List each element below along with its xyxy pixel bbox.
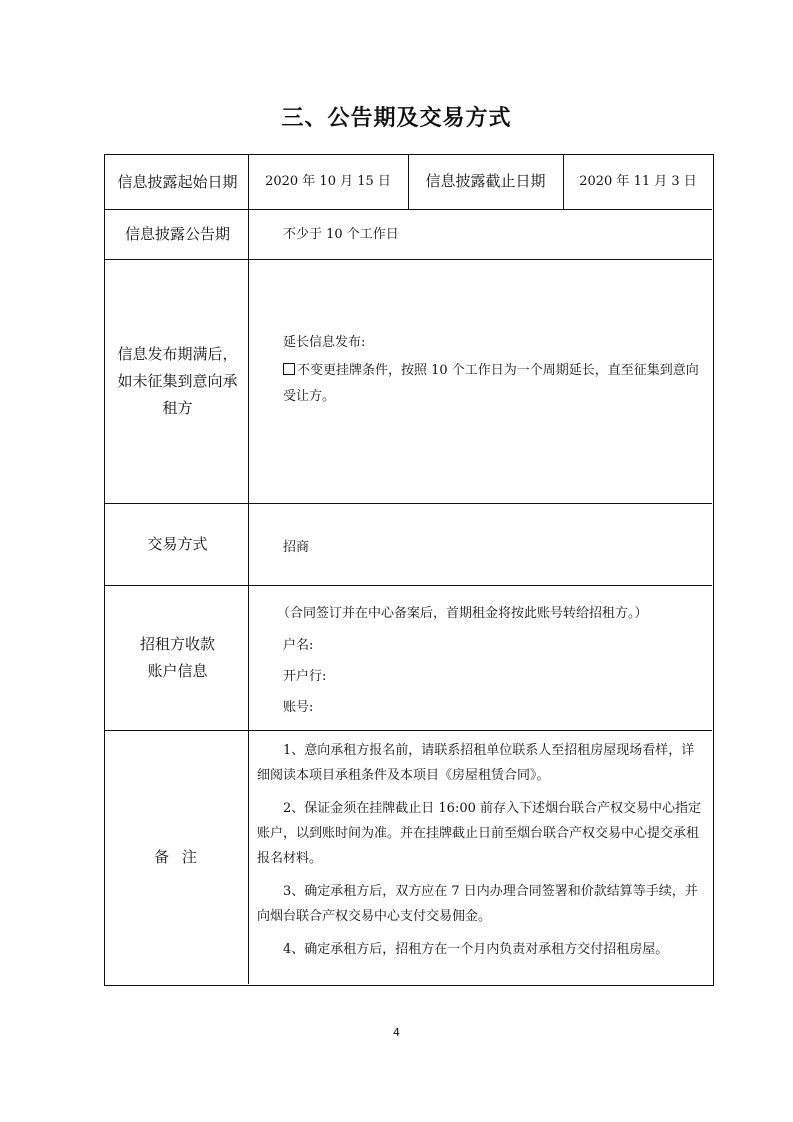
account-label-line: 账户信息 [147, 661, 208, 680]
account-label [105, 585, 250, 730]
remark-list [257, 738, 707, 970]
page-title: 三、公告期及交易方式 [281, 106, 512, 131]
remark-item: 3、确定承租方后，双方应在 7 日内办理合同签署和价款结算等手续，并向烟台联合产权交易中心支付交易佣金。 [257, 884, 698, 924]
remark-item: 1、意向承租方报名前，请联系招租单位联系人至招租房屋现场看样，详细阅读本项目承租条件及本项目《房屋租赁合同》。 [257, 743, 695, 783]
end-date-value: 2020 年 11 月 3 日 [579, 174, 697, 189]
account-number: 账号: [283, 700, 314, 715]
expiry-value-title: 延长信息发布: [283, 335, 366, 350]
remark-item: 4、确定承租方后，招租方在一个月内负责对承租方交付招租房屋。 [283, 942, 669, 957]
expiry-label-line: 如未征集到意向承 [117, 371, 238, 390]
expiry-label [105, 259, 250, 503]
method-label: 交易方式 [147, 534, 208, 553]
method-value: 招商 [283, 540, 310, 555]
account-label-line: 招租方收款 [139, 634, 215, 653]
expiry-value-text: 不变更挂牌条件，按照 10 个工作日为一个周期延长，直至征集到意向受让方。 [283, 363, 699, 404]
account-name: 户名: [283, 638, 314, 653]
announcement-table [104, 154, 714, 986]
remark-item: 2、保证金须在挂牌截止日 16:00 前存入下述烟台联合产权交易中心指定账户，以到账时间为准。并在挂牌截止日前至烟台联合产权交易中心提交承租报名材料。 [257, 801, 701, 866]
period-label: 信息披露公告期 [124, 224, 230, 243]
expiry-label-line: 信息发布期满后， [117, 344, 238, 363]
expiry-label-line: 租方 [162, 398, 193, 417]
expiry-value-body [283, 358, 711, 410]
period-value: 不少于 10 个工作日 [283, 227, 399, 242]
account-note: （合同签订并在中心备案后，首期租金将按此账号转给招租方。） [277, 606, 648, 621]
remark-label: 备 注 [154, 847, 201, 866]
start-date-value: 2020 年 10 月 15 日 [265, 174, 391, 189]
checkbox-icon [283, 363, 295, 375]
end-date-label: 信息披露截止日期 [425, 172, 546, 190]
account-bank: 开户行: [283, 669, 327, 684]
start-date-label: 信息披露起始日期 [117, 172, 238, 191]
page-number: 4 [393, 1026, 400, 1039]
